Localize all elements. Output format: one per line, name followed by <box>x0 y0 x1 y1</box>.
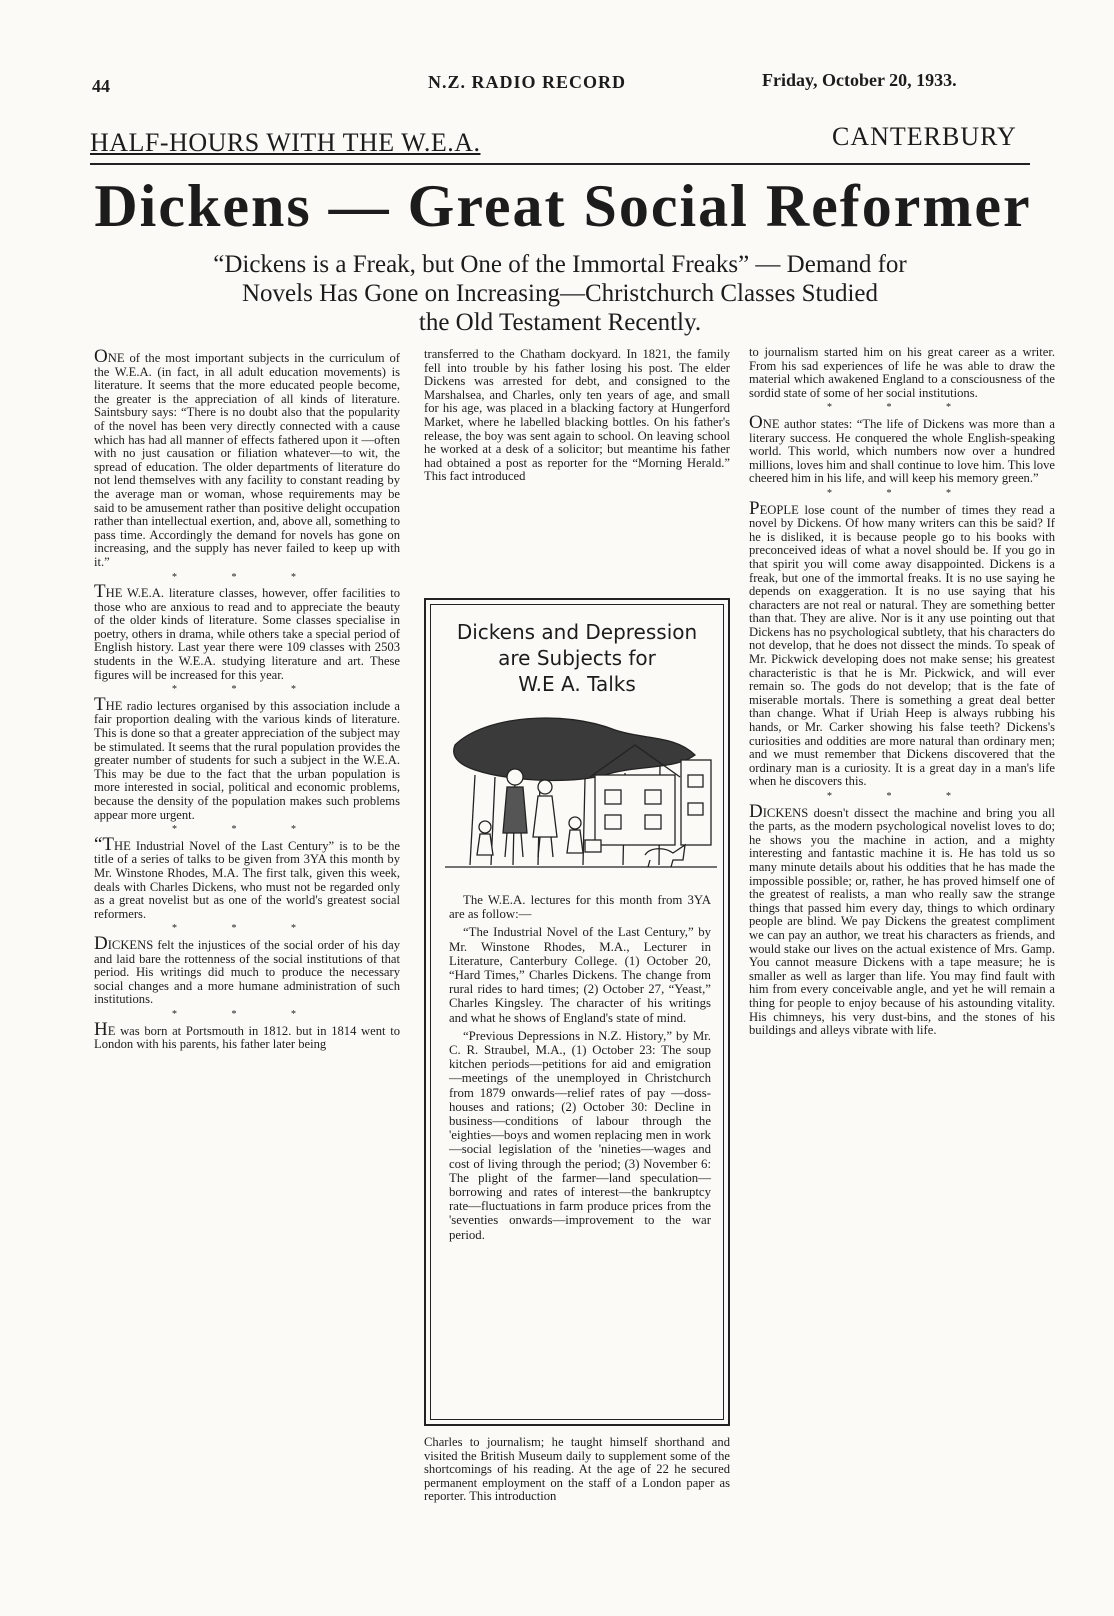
paragraph-text: ICKENS felt the injustices of the social order of his day and laid bare the rottenness of the social institutions of that period. His writings did much to produce the necessary social changes and a more humane administration of such institutions. <box>94 937 400 1007</box>
section-divider: * * * <box>827 791 977 802</box>
publication-date: Friday, October 20, 1933. <box>762 70 957 90</box>
section-divider: * * * <box>172 684 322 696</box>
page-number: 44 <box>92 76 110 96</box>
subhead-line-1: “Dickens is a Freak, but One of the Immortal Freaks” — Demand for <box>213 251 907 278</box>
paragraph-text: NE author states: “The life of Dickens was more than a literary success. He conquered the whole English-speaking world. This world, which numbers now over a hundred millions, loves him and shall continue to love him. This love cheered him in his life, and will keep his memory green.” <box>749 416 1055 486</box>
drop-cap: T <box>94 693 106 715</box>
paragraph-text: Charles to journalism; he taught himself shorthand and visited the British Museum daily to supplement some of the shortcomings of his reading. At the age of 22 he secured permanent employment on the staff of a London paper as reporter. This introduction <box>424 1435 730 1504</box>
paragraph <box>94 932 400 1007</box>
paragraph-text: HE Industrial Novel of the Last Century” is to be the title of a series of talks to be given from 3YA this month by Mr. Winstone Rhodes, M.A. The first talk, given this week, deals with Charles Dickens, who must not be regarded only as a great novelist but as one of the world's greatest social reformers. <box>94 838 400 921</box>
paragraph-text: HE radio lectures organised by this association include a fair proportion dealing with the various kinds of literature. This is done so that a greater appreciation of the subject may be stimulated. It seems that the rural population provides the greater number of students for such a subject in the W.E.A. This may be due to the fact that the urban population is more interested in social, political and economic problems, because the density of the population makes such problems appear more urgent. <box>94 698 400 822</box>
cartoon-illustration <box>445 715 717 880</box>
section-divider: * * * <box>827 487 977 499</box>
section-divider: * * * <box>172 571 322 583</box>
section-divider: * * * <box>172 1008 322 1020</box>
box-title-line-1: Dickens and Depression <box>456 620 698 644</box>
section-divider: * * * <box>172 923 322 935</box>
drop-cap: O <box>94 346 108 367</box>
paragraph <box>749 497 1055 789</box>
sidebar-box <box>424 598 730 1426</box>
headline: Dickens — Great Social Reformer <box>94 173 1032 239</box>
subhead-line-2: Novels Has Gone on Increasing—Christchurch Classes Studied <box>242 280 878 307</box>
drop-cap: D <box>94 932 108 954</box>
paragraph-text: NE of the most important subjects in the curriculum of the W.E.A. (in fact, in all adult education movements) is literature. It seems that the more educated people become, the greater is the appreciation of all kinds of literature. Saintsbury says: “There is no doubt also that the popularity of the novel has been very directly connected with a cause which has had all manner of effects fathered upon it —often with no just causation or filiation whatever—to wit, the spread of education. The older departments of literature do not lend themselves with any facility to constant reading by the average man or woman, whose requirements may be said to be amusement rather than positive delight occupation rather than intellectual exertion, and, above all, something to pass time. Accordingly the demand for novels has gone on increasing, and the supply has never failed to keep up with it.” <box>94 351 400 569</box>
drop-cap: P <box>749 497 760 519</box>
drop-cap: “T <box>94 833 115 855</box>
paragraph-text: transferred to the Chatham dockyard. In 1821, the family fell into trouble by his father losing his post. The elder Dickens was arrested for debt, and consigned to the Marshalsea, and Charles, only ten years of age, and small for his age, was placed in a blacking factory at Hungerford Market, where he labelled blacking bottles. On his father's release, the boy was sent again to school. On leaving school he worked at a desk of a solicitor; but meantime his father had obtained a post as reporter for the “Morning Herald.” This fact introduced <box>424 347 730 484</box>
paragraph-text: EOPLE lose count of the number of times they read a novel by Dickens. Of how many writers can this be said? If he is disliked, it is because people go to his books with preconceived ideas of what a novel should be. If you go in that spirit you will come away disappointed. Dickens is a freak, but one of the immortal freaks. It is no use saying he depends on exaggeration. It is no use saying that his characters are not real or natural. They are something better than that. They are alive. Nor is it any use pointing out that Dickens has no psychological subtlety, that his characters do not develop, that he does not dissect the minds. To speak of Mr. Pickwick developing does not make sense; his greatest characteristic is that he is Mr. Pickwick, and will ever remain so. The gods do not develop; that is the fate of miserable mortals. There is something a great deal better than change. What if Uriah Heep is always rubbing his hands, or Mr. Carker showing his false teeth? Dickens's curiosities and oddities are more natural than ordinary men; and we must remember that Dickens discovered that the ordinary man is a curiosity. It is a great day in a man's life when he discovers this. <box>749 502 1055 789</box>
article-column-3 <box>749 346 1055 1038</box>
paragraph-text: E was born at Portsmouth in 1812. but in 1814 went to London with his parents, his father later being <box>94 1023 400 1052</box>
box-title-line-2: are Subjects for <box>498 646 656 670</box>
paragraph <box>94 346 400 570</box>
paragraph-text: to journalism started him on his great career as a writer. From his sad experiences of life he was able to draw the material which awakened England to a consciousness of the sordid state of some of her social institutions. <box>749 345 1055 400</box>
subhead-line-3: the Old Testament Recently. <box>418 309 702 336</box>
paragraph <box>94 833 400 922</box>
drop-cap: T <box>94 581 106 603</box>
drop-cap: O <box>749 411 763 433</box>
article-column-2-top <box>424 348 730 484</box>
box-title <box>431 619 723 697</box>
publication-name: N.Z. RADIO RECORD <box>428 72 627 92</box>
sidebar-box-inner-border <box>430 604 724 1420</box>
subheadline <box>110 250 1010 337</box>
section-divider: * * * <box>172 824 322 836</box>
article-column-1 <box>94 346 400 1052</box>
paragraph-text: HE W.E.A. literature classes, however, offer facilities to those who are anxious to read and to appreciate the beauty of the older kinds of literature. Some classes specialise in poetry, others in drama, while others take a special period of English history. Last year there were 109 classes with 2503 students in the W.E.A. studying literature and art. These figures will be increased for this year. <box>94 586 400 682</box>
drop-cap: H <box>94 1018 108 1040</box>
paragraph <box>749 411 1055 486</box>
region-label: CANTERBURY <box>832 122 1017 151</box>
paragraph <box>749 800 1055 1038</box>
box-paragraph: The W.E.A. lectures for this month from 3YA are as follow:— <box>449 893 711 922</box>
header-rule <box>90 163 1030 165</box>
box-title-line-3: W.E A. Talks <box>518 672 636 696</box>
box-paragraph: “The Industrial Novel of the Last Century,” by Mr. Winstone Rhodes, M.A., Lecturer in Literature, Canterbury College. (1) October 20, “Hard Times,” Charles Dickens. The change from rural rides to hard times; (2) October 27, “Yeast,” Charles Kingsley. The character of his writings and what he shows of England's state of mind. <box>449 925 711 1025</box>
paragraph <box>94 581 400 682</box>
article-column-2-bottom <box>424 1436 730 1504</box>
paragraph <box>94 693 400 822</box>
box-paragraph: “Previous Depressions in N.Z. History,” by Mr. C. R. Straubel, M.A., (1) October 23: The soup kitchen periods—petitions for aid and emigration—meetings of the unemployed in Christchurch from 1879 onwards—relief rates of pay —doss-houses and rations; (2) October 30: Decline in business—conditions of labour through the 'eighties—boys and women replacing men in work—social legislation of the 'nineties—wages and cost of living through the period; (3) November 6: The plight of the farmer—land speculation—borrowing and rates of interest—the bankruptcy rate—fluctuations in farm produce prices from the 'seventies onwards—improvement to the war period. <box>449 1028 711 1242</box>
box-text <box>449 893 711 1246</box>
drop-cap: D <box>749 800 763 822</box>
paragraph <box>94 1018 400 1052</box>
paragraph-text: ICKENS doesn't dissect the machine and bring you all the parts, as the modern psychological novelist loves to do; he shows you the machine in action, and a mighty interesting and fantastic machine it is. He has told us so many minute details about his oddities that he has made the impossible possible; or, rather, he has proved himself one of the greatest of realists, a man who really saw the strange things that passed him every day, things to which ordinary people are blind. We pay Dickens the greatest compliment we can pay an author, we treat his characters as friends, and would stake our lives on the actual existence of Mrs. Gamp. You cannot measure Dickens with a tape measure; he is smaller as well as larger than life. You may find fault with him from every conceivable angle, and yet he will remain a thing for people to enjoy because of his astounding vitality. His chimneys, his very dust-bins, and the stones of his buildings and alleys vibrate with life. <box>749 805 1055 1038</box>
section-divider: * * * <box>827 402 977 414</box>
section-title: HALF-HOURS WITH THE W.E.A. <box>90 128 481 157</box>
